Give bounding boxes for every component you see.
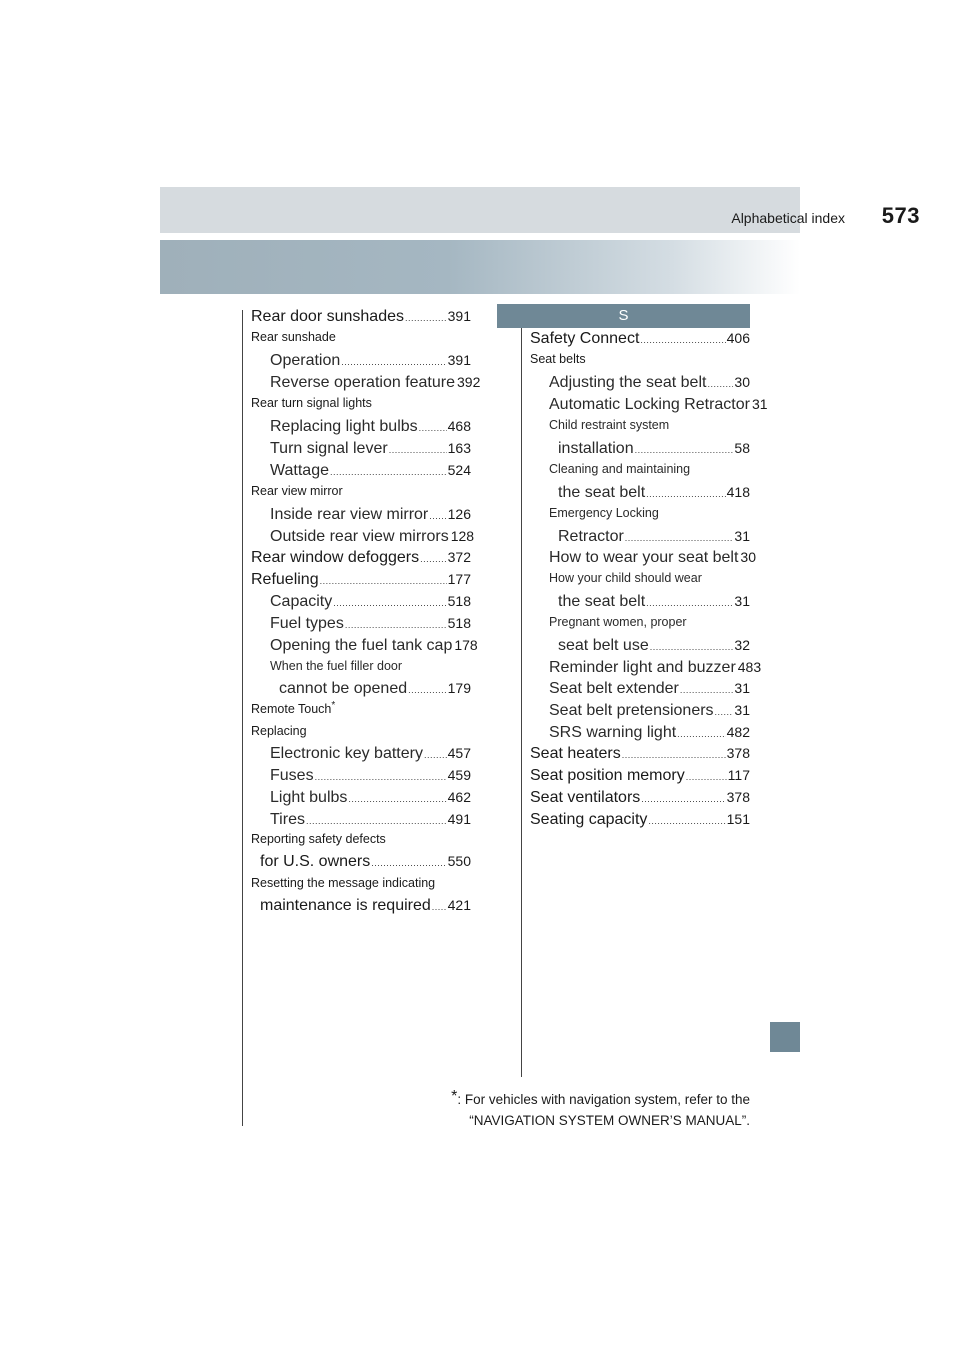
index-subentry-line: When the fuel filler door — [270, 659, 403, 673]
index-subentry: the seat belt ..... 31 — [558, 593, 750, 611]
footnote-star: * — [331, 700, 336, 711]
index-subentry: Light bulbs ..... 462 — [270, 789, 471, 807]
index-subentry: Capacity ..... 518 — [270, 593, 471, 611]
header-gradient-band — [160, 240, 800, 294]
index-heading: Seat belts — [530, 352, 586, 366]
index-heading: Replacing — [251, 724, 307, 738]
footnote: *: For vehicles with navigation system, refer to the “NAVIGATION SYSTEM OWNER’S MANUAL”. — [451, 1088, 750, 1128]
index-entry: Seating capacity ..... 151 — [530, 811, 750, 829]
index-heading: Rear turn signal lights — [251, 396, 372, 410]
index-entry: maintenance is required ..... 421 — [260, 897, 471, 915]
section-letter-header: S — [497, 304, 750, 328]
index-entry: Rear door sunshades ..... 391 — [251, 308, 471, 326]
index-subentry: Seat belt extender ..... 31 — [549, 680, 750, 698]
index-subentry: Outside rear view mirrors 128 — [270, 528, 475, 545]
index-subentry-line: Child restraint system — [549, 418, 670, 432]
section-tab-marker — [770, 1022, 800, 1052]
index-subentry: seat belt use ..... 32 — [558, 637, 750, 655]
index-entry: Seat position memory ..... 117 — [530, 767, 750, 785]
index-subentry: Reverse operation feature 392 — [270, 374, 481, 391]
index-entry: Refueling ..... 177 — [251, 571, 471, 589]
header-bar — [160, 187, 800, 233]
left-rule — [242, 310, 243, 1126]
index-entry: Seat heaters ..... 378 — [530, 745, 750, 763]
index-subentry: Inside rear view mirror ..... 126 — [270, 506, 471, 524]
index-entry: Seat ventilators ..... 378 — [530, 789, 750, 807]
index-subentry: Adjusting the seat belt ..... 30 — [549, 374, 750, 392]
column-divider — [521, 310, 522, 1077]
index-subentry: Reminder light and buzzer 483 — [549, 659, 762, 676]
index-heading: Rear view mirror — [251, 484, 343, 498]
index-subentry: Retractor ..... 31 — [558, 528, 750, 546]
index-heading: Resetting the message indicating — [251, 876, 436, 890]
page-number: 573 — [881, 203, 920, 228]
index-heading: Reporting safety defects — [251, 832, 386, 846]
index-subentry: SRS warning light ..... 482 — [549, 724, 750, 742]
header-title: Alphabetical index — [731, 210, 845, 226]
index-subentry: cannot be opened ..... 179 — [279, 680, 471, 698]
index-subentry: Fuel types ..... 518 — [270, 615, 471, 633]
index-subentry: Wattage ..... 524 — [270, 462, 471, 480]
index-subentry: Replacing light bulbs ..... 468 — [270, 418, 471, 436]
index-subentry: installation ..... 58 — [558, 440, 750, 458]
index-subentry: Seat belt pretensioners ..... 31 — [549, 702, 750, 720]
index-subentry: Tires ..... 491 — [270, 811, 471, 829]
index-heading: Rear sunshade — [251, 330, 336, 344]
index-subentry-line: Emergency Locking — [549, 506, 659, 520]
index-subentry: the seat belt ..... 418 — [558, 484, 750, 502]
index-subentry: Fuses ..... 459 — [270, 767, 471, 785]
footnote-star: * — [451, 1088, 458, 1105]
index-entry: Rear window defoggers ..... 372 — [251, 549, 471, 567]
index-subentry-line: How your child should wear — [549, 571, 702, 585]
index-entry: for U.S. owners ..... 550 — [260, 853, 471, 871]
index-subentry: Operation ..... 391 — [270, 352, 471, 370]
index-subentry: Electronic key battery ..... 457 — [270, 745, 471, 763]
index-subentry: Opening the fuel tank cap 178 — [270, 637, 478, 654]
index-subentry: Automatic Locking Retractor 31 — [549, 396, 768, 413]
index-entry: Safety Connect ..... 406 — [530, 330, 750, 348]
index-subentry: Turn signal lever ..... 163 — [270, 440, 471, 458]
index-heading: Remote Touch* — [251, 700, 336, 717]
index-subentry-line: Pregnant women, proper — [549, 615, 687, 629]
index-subentry-line: Cleaning and maintaining — [549, 462, 691, 476]
index-subentry: How to wear your seat belt 30 — [549, 549, 756, 566]
